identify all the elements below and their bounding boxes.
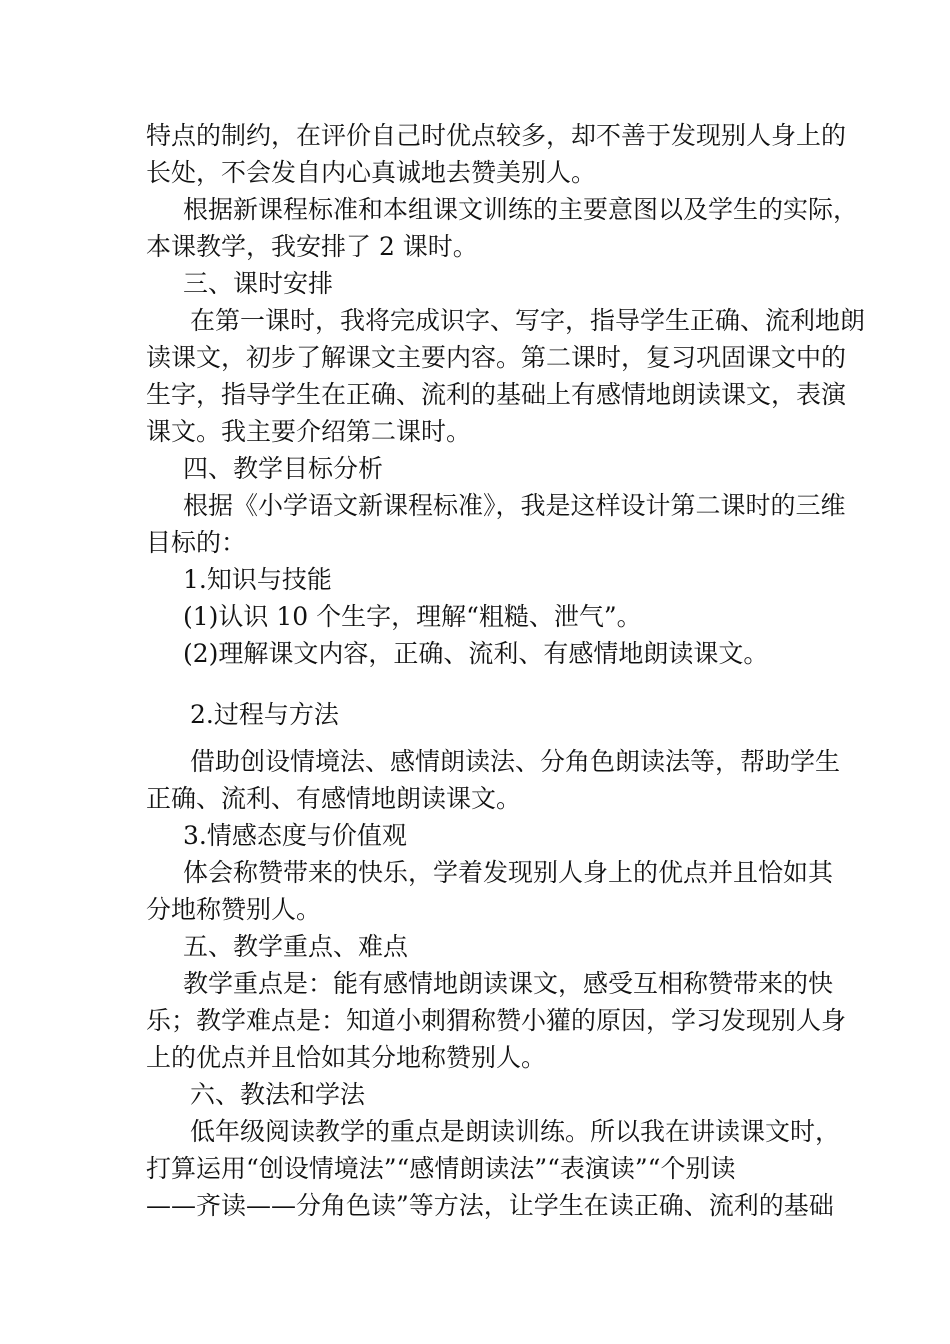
list-item: (2)理解课文内容，正确、流利、有感情地朗读课文。 — [183, 639, 769, 668]
text-line: 分地称赞别人。 — [146, 895, 322, 924]
text-line: 目标的： — [146, 528, 247, 557]
text-line: 根据《小学语文新课程标准》，我是这样设计第二课时的三维 — [183, 491, 846, 520]
text-line: 乐；教学难点是：知道小刺猬称赞小獾的原因，学习发现别人身 — [146, 1006, 847, 1035]
text-line: 体会称赞带来的快乐，学着发现别人身上的优点并且恰如其 — [183, 858, 834, 887]
subsection-heading: 3.情感态度与价值观 — [183, 821, 407, 850]
text-line: 教学重点是：能有感情地朗读课文，感受互相称赞带来的快 — [183, 969, 834, 998]
text-line: 长处，不会发自内心真诚地去赞美别人。 — [146, 158, 597, 187]
list-item: (1)认识 10 个生字，理解“粗糙、泄气”。 — [183, 602, 642, 631]
text-line: 根据新课程标准和本组课文训练的主要意图以及学生的实际， — [183, 195, 859, 224]
section-heading: 五、教学重点、难点 — [183, 932, 409, 961]
text-line: 正确、流利、有感情地朗读课文。 — [146, 784, 522, 813]
text-line: 特点的制约，在评价自己时优点较多，却不善于发现别人身上的 — [146, 121, 847, 150]
text-line: 本课教学，我安排了 2 课时。 — [146, 232, 478, 261]
text-line: 上的优点并且恰如其分地称赞别人。 — [146, 1043, 547, 1072]
text-line: 课文。我主要介绍第二课时。 — [146, 417, 472, 446]
text-line: 读课文，初步了解课文主要内容。第二课时，复习巩固课文中的 — [146, 343, 847, 372]
subsection-heading: 1.知识与技能 — [183, 565, 332, 594]
text-line: ——齐读——分角色读”等方法，让学生在读正确、流利的基础 — [146, 1191, 834, 1220]
text-line: 借助创设情境法、感情朗读法、分角色朗读法等，帮助学生 — [190, 747, 841, 776]
section-heading: 四、教学目标分析 — [183, 454, 384, 483]
section-heading: 三、课时安排 — [183, 269, 334, 298]
text-line: 打算运用“创设情境法”“感情朗读法”“表演读”“个别读 — [146, 1154, 736, 1183]
text-line: 在第一课时，我将完成识字、写字，指导学生正确、流利地朗 — [190, 306, 866, 335]
section-heading: 六、教法和学法 — [190, 1080, 366, 1109]
subsection-heading: 2.过程与方法 — [190, 700, 339, 729]
text-line: 生字，指导学生在正确、流利的基础上有感情地朗读课文，表演 — [146, 380, 847, 409]
text-line: 低年级阅读教学的重点是朗读训练。所以我在讲读课文时， — [190, 1117, 841, 1146]
